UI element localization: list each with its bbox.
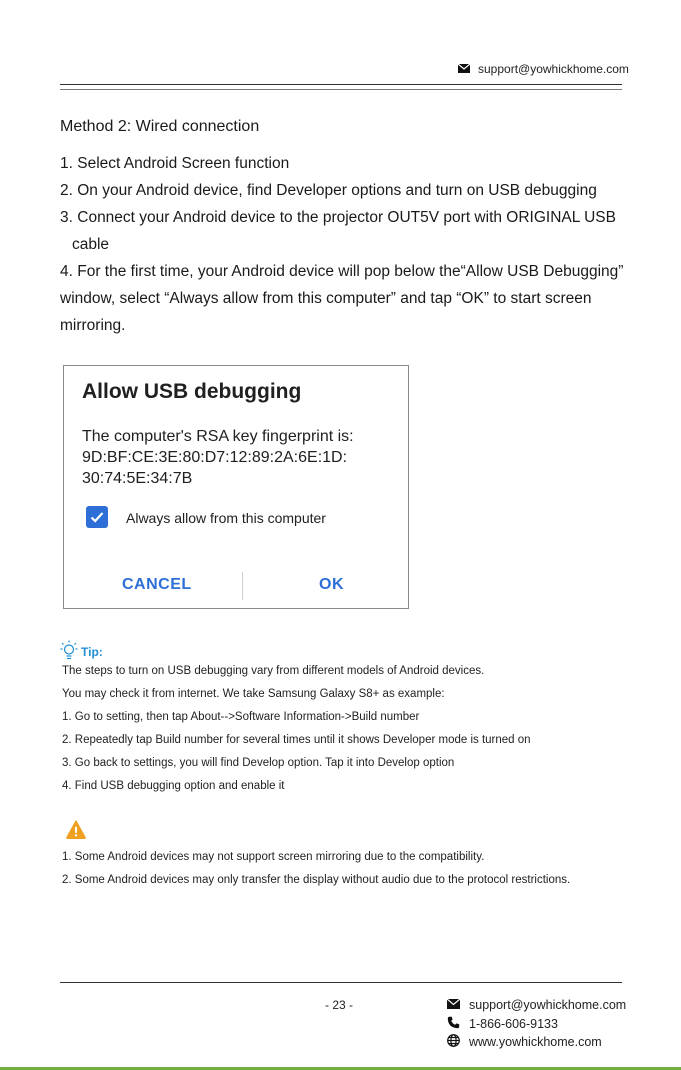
- method-title: Method 2: Wired connection: [60, 118, 260, 135]
- phone-icon: [447, 1016, 460, 1032]
- ok-button[interactable]: OK: [319, 576, 344, 593]
- dialog-fingerprint-line: 9D:BF:CE:3E:80:D7:12:89:2A:6E:1D:: [82, 449, 348, 466]
- footer-website-text: www.yowhickhome.com: [469, 1035, 602, 1049]
- tip-line: 4. Find USB debugging option and enable it: [62, 780, 285, 792]
- tip-line: You may check it from internet. We take Samsung Galaxy S8+ as example:: [62, 688, 445, 700]
- step-text-continuation: cable: [72, 236, 110, 253]
- tip-line: The steps to turn on USB debugging vary from different models of Android devices.: [62, 665, 485, 677]
- step-2: [60, 177, 635, 204]
- header-rule-thin: [60, 89, 622, 90]
- dialog-title: Allow USB debugging: [82, 380, 302, 403]
- dialog-body: [82, 426, 402, 489]
- warning-line: 1. Some Android devices may not support screen mirroring due to the compatibility.: [62, 851, 485, 863]
- footer-phone-text: 1-866-606-9133: [469, 1017, 558, 1031]
- header-contact-email: [458, 62, 629, 76]
- footer-rule: [60, 982, 622, 983]
- step-number: 3.: [60, 209, 73, 226]
- tip-line: 2. Repeatedly tap Build number for several times until it shows Developer mode is turned on: [62, 734, 531, 746]
- button-divider: [242, 572, 243, 600]
- step-text: Select Android Screen function: [77, 155, 290, 172]
- page-number: - 23 -: [325, 998, 354, 1012]
- step-number: 4.: [60, 263, 73, 280]
- step-1: [60, 150, 635, 177]
- footer-email-text: support@yowhickhome.com: [469, 998, 627, 1012]
- warning-line: 2. Some Android devices may only transfer the display without audio due to the protocol restrictions.: [62, 874, 571, 886]
- step-number: 1.: [60, 155, 73, 172]
- lightbulb-icon: [60, 640, 78, 663]
- footer-phone: [447, 1016, 558, 1032]
- tip-line: 3. Go back to settings, you will find Develop option. Tap it into Develop option: [62, 757, 455, 769]
- globe-icon: [447, 1034, 460, 1050]
- dialog-fingerprint-line: 30:74:5E:34:7B: [82, 470, 193, 487]
- step-text: On your Android device, find Developer options and turn on USB debugging: [77, 182, 597, 199]
- tip-label: Tip:: [81, 644, 103, 659]
- envelope-icon: [458, 62, 470, 76]
- step-number: 2.: [60, 182, 73, 199]
- footer-website: [447, 1034, 602, 1050]
- step-text: For the first time, your Android device will pop below the“Allow USB Debugging” window, select “Always allow from this computer” and tap “OK” to start screen mirroring.: [60, 263, 624, 334]
- tip-line: 1. Go to setting, then tap About-->Software Information->Build number: [62, 711, 420, 723]
- usb-debugging-dialog: [63, 365, 409, 609]
- tip-heading: [60, 640, 103, 663]
- always-allow-checkbox[interactable]: [86, 506, 108, 528]
- header-email-text: support@yowhickhome.com: [478, 62, 629, 76]
- envelope-icon: [447, 998, 460, 1012]
- step-text: Connect your Android device to the projector OUT5V port with ORIGINAL USB: [77, 209, 616, 226]
- step-4: [60, 258, 650, 339]
- cancel-button[interactable]: CANCEL: [122, 576, 192, 593]
- always-allow-label: Always allow from this computer: [126, 510, 326, 526]
- warning-icon: [66, 820, 86, 844]
- step-3: [60, 204, 635, 258]
- footer-email: [447, 998, 626, 1012]
- header-rule: [60, 84, 622, 85]
- checkmark-icon: [90, 511, 104, 523]
- dialog-body-line: The computer's RSA key fingerprint is:: [82, 428, 354, 445]
